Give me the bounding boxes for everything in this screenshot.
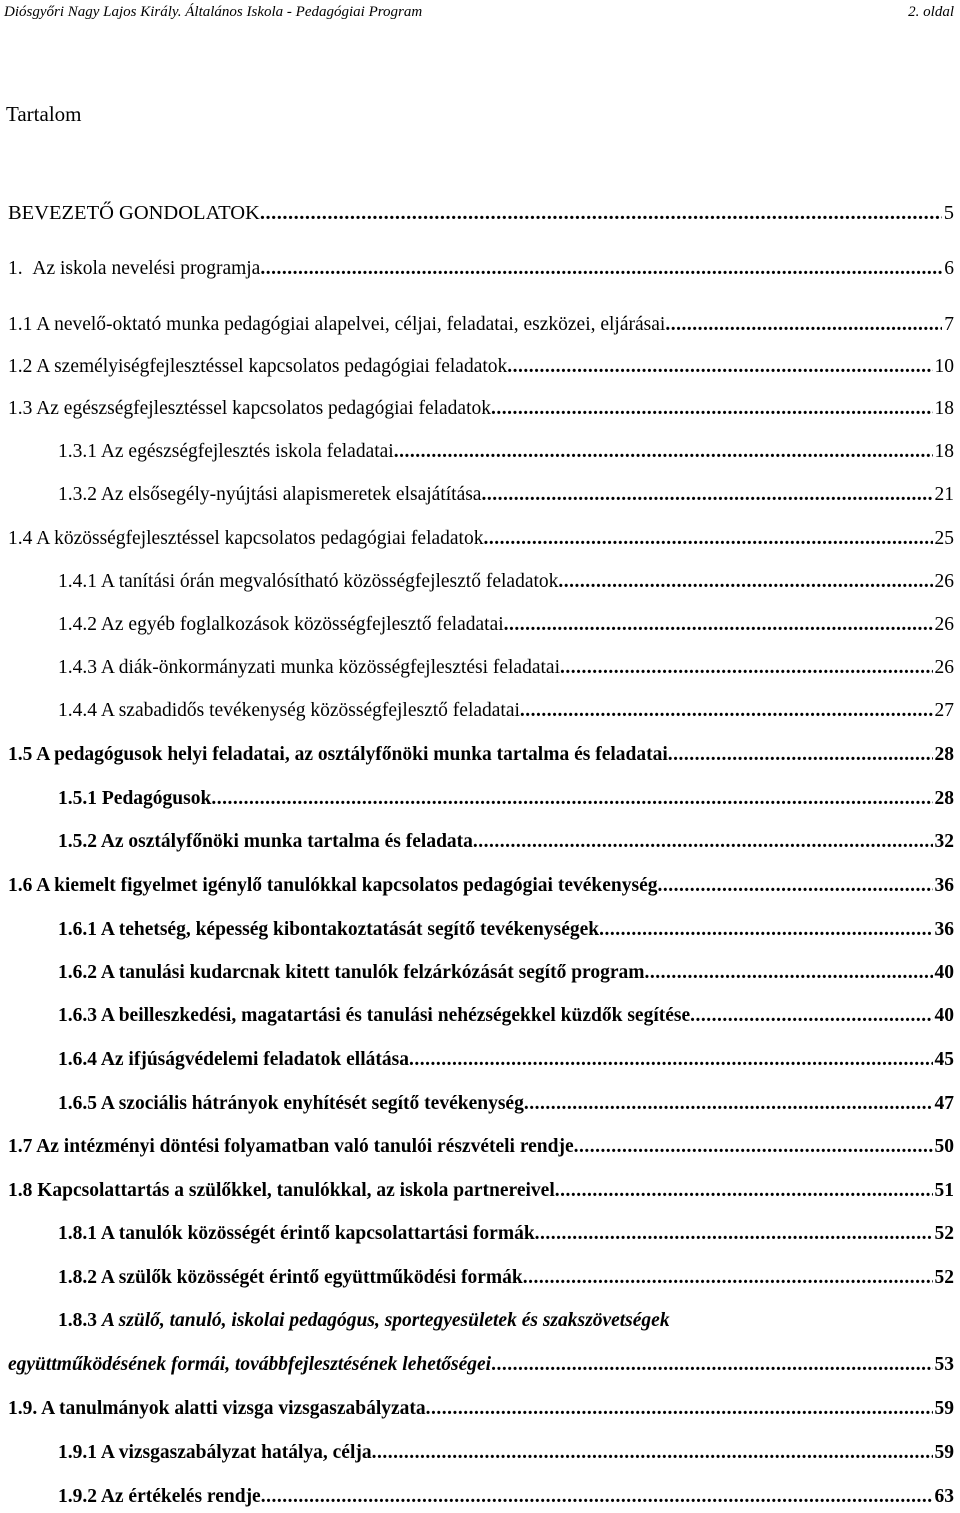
header-document-title: Diósgyőri Nagy Lajos Király. Általános Iskola - Pedagógiai Program — [4, 4, 423, 20]
toc-entry[interactable]: 1.1 A nevelő-oktató munka pedagógiai alapelvei, céljai, feladatai, eszközei, eljárásai ..... 7 — [8, 312, 954, 338]
toc-page: 51 — [934, 1180, 954, 1201]
toc-entry[interactable]: 1.6.4 Az ifjúságvédelemi feladatok ellátása ..... 45 — [58, 1047, 954, 1073]
toc-page: 28 — [934, 788, 954, 809]
toc-entry[interactable]: 1.7 Az intézményi döntési folyamatban való tanulói részvételi rendje ..... 50 — [8, 1134, 954, 1160]
toc-entry[interactable]: 1.9.2 Az értékelés rendje ..... 63 — [58, 1484, 954, 1510]
toc-entry[interactable]: 1.8 Kapcsolattartás a szülőkkel, tanulókkal, az iskola partnereivel ..... 51 — [8, 1178, 954, 1204]
toc-entry[interactable]: 1.5.2 Az osztályfőnöki munka tartalma és feladata ..... 32 — [58, 829, 954, 855]
toc-page: 47 — [934, 1093, 954, 1114]
toc-page: 53 — [934, 1354, 954, 1375]
toc-entry[interactable]: 1.3 Az egészségfejlesztéssel kapcsolatos pedagógiai feladatok ..... 18 — [8, 396, 954, 422]
toc-page: 52 — [934, 1267, 954, 1288]
toc-page: 26 — [934, 571, 954, 592]
toc-page: 59 — [934, 1398, 954, 1419]
toc-page: 5 — [943, 202, 954, 224]
toc-page: 25 — [934, 528, 954, 549]
toc-entry[interactable]: 1.4 A közösségfejlesztéssel kapcsolatos pedagógiai feladatok ..... 25 — [8, 526, 954, 552]
toc-page: 18 — [934, 441, 954, 462]
toc-page: 40 — [934, 1005, 954, 1026]
toc-entry[interactable]: 1.6.3 A beilleszkedési, magatartási és tanulási nehézségekkel küzdők segítése ..... 40 — [58, 1003, 954, 1029]
toc-page: 36 — [934, 919, 954, 940]
toc-entry[interactable]: 1.3.1 Az egészségfejlesztés iskola feladatai ..... 18 — [58, 439, 954, 465]
toc-entry[interactable]: 1. Az iskola nevelési programja ..... 6 — [8, 256, 954, 282]
toc-page: 21 — [934, 484, 954, 505]
toc-page: 50 — [934, 1136, 954, 1157]
toc-entry[interactable]: 1.8.1 A tanulók közösségét érintő kapcsolattartási formák ..... 52 — [58, 1221, 954, 1247]
toc-entry[interactable]: 1.9.1 A vizsgaszabályzat hatálya, célja ..... 59 — [58, 1440, 954, 1466]
toc-entry-continuation[interactable]: együttműködésének formái, továbbfejlesztésének lehetőségei ..... 53 — [8, 1352, 954, 1378]
toc-page: 52 — [934, 1223, 954, 1244]
toc-entry[interactable]: 1.8.2 A szülők közösségét érintő együttműködési formák ..... 52 — [58, 1265, 954, 1291]
toc-entry[interactable]: 1.5.1 Pedagógusok ..... 28 — [58, 786, 954, 812]
toc-page: 27 — [934, 700, 954, 721]
toc-page: 18 — [934, 398, 954, 419]
toc-page: 7 — [944, 314, 954, 335]
toc-page: 40 — [934, 962, 954, 983]
toc-page: 63 — [934, 1486, 954, 1507]
toc-entry[interactable]: 1.9. A tanulmányok alatti vizsga vizsgaszabályzata ..... 59 — [8, 1396, 954, 1422]
toc-entry[interactable]: 1.6.5 A szociális hátrányok enyhítését segítő tevékenység ..... 47 — [58, 1091, 954, 1117]
toc-entry[interactable]: 1.4.4 A szabadidős tevékenység közösségfejlesztő feladatai ..... 27 — [58, 698, 954, 724]
toc-page: 26 — [934, 657, 954, 678]
toc-entry[interactable]: 1.6.2 A tanulási kudarcnak kitett tanulók felzárkózását segítő program ..... 40 — [58, 960, 954, 986]
toc-page: 10 — [934, 356, 954, 377]
toc-entry[interactable]: 1.5 A pedagógusok helyi feladatai, az osztályfőnöki munka tartalma és feladatai ..... 28 — [8, 742, 954, 768]
toc-page: 59 — [934, 1442, 954, 1463]
toc-page: 28 — [934, 744, 954, 765]
toc-entry[interactable]: 1.6.1 A tehetség, képesség kibontakoztatását segítő tevékenységek ..... 36 — [58, 917, 954, 943]
toc-entry[interactable]: BEVEZETŐ GONDOLATOK ..... 5 — [8, 200, 954, 226]
toc-entry[interactable]: 1.2 A személyiségfejlesztéssel kapcsolatos pedagógiai feladatok ..... 10 — [8, 354, 954, 380]
toc-entry[interactable]: 1.4.3 A diák-önkormányzati munka közösségfejlesztési feladatai ..... 26 — [58, 655, 954, 681]
toc-title: Tartalom — [6, 102, 82, 126]
toc-page: 6 — [944, 258, 954, 279]
toc-entry-multiline[interactable]: 1.8.3 A szülő, tanuló, iskolai pedagógus, sportegyesületek és szakszövetségek — [58, 1310, 670, 1331]
toc-entry[interactable]: 1.4.2 Az egyéb foglalkozások közösségfejlesztő feladatai ..... 26 — [58, 612, 954, 638]
toc-entry[interactable]: 1.6 A kiemelt figyelmet igénylő tanulókkal kapcsolatos pedagógiai tevékenység ..... 36 — [8, 873, 954, 899]
toc-page: 32 — [934, 831, 954, 852]
toc-page: 26 — [934, 614, 954, 635]
toc-page: 36 — [934, 875, 954, 896]
toc-entry[interactable]: 1.3.2 Az elsősegély-nyújtási alapismeretek elsajátítása ..... 21 — [58, 482, 954, 508]
header-page-number: 2. oldal — [908, 4, 954, 20]
toc-page: 45 — [934, 1049, 954, 1070]
toc-entry[interactable]: 1.4.1 A tanítási órán megvalósítható közösségfejlesztő feladatok ..... 26 — [58, 569, 954, 595]
